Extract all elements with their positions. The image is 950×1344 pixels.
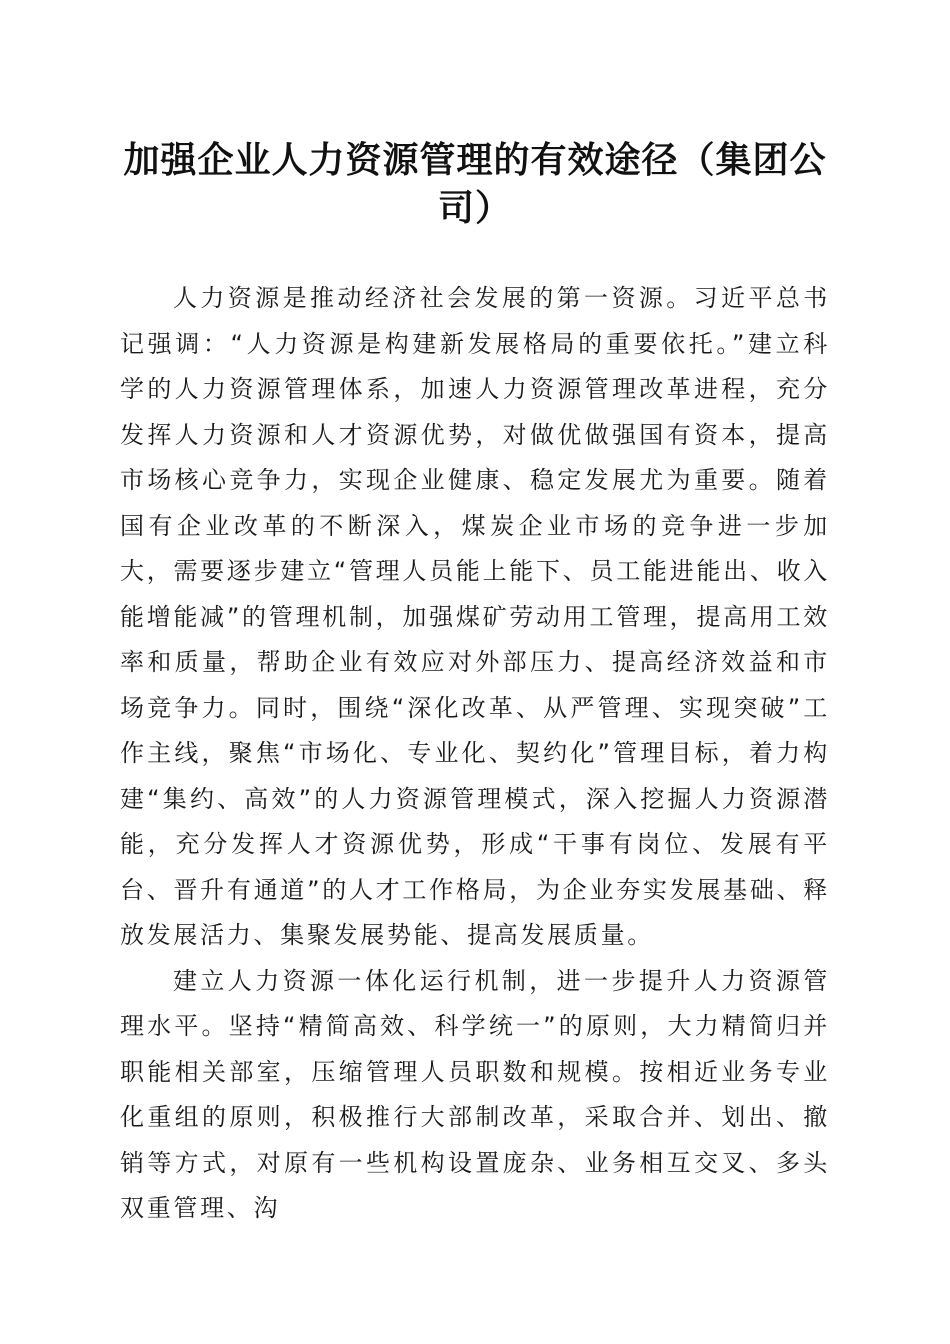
document-body	[120, 276, 830, 1232]
paragraph-2: 建立人力资源一体化运行机制，进一步提升人力资源管理水平。坚持“精简高效、科学统一”的原则，大力精简归并职能相关部室，压缩管理人员职数和规模。按相近业务专业化重组的原则，积极推行大部制改革，采取合并、划出、撤销等方式，对原有一些机构设置庞杂、业务相互交叉、多头双重管理、沟	[120, 966, 830, 1222]
document-title: 加强企业人力资源管理的有效途径（集团公司）	[123, 139, 827, 229]
paragraph-1: 人力资源是推动经济社会发展的第一资源。习近平总书记强调：“人力资源是构建新发展格局的重要依托。”建立科学的人力资源管理体系，加速人力资源管理改革进程，充分发挥人力资源和人才资源优势，对做优做强国有资本，提高市场核心竞争力，实现企业健康、稳定发展尤为重要。随着国有企业改革的不断深入，煤炭企业市场的竞争进一步加大，需要逐步建立“管理人员能上能下、员工能进能出、收入能增能减”的管理机制，加强煤矿劳动用工管理，提高用工效率和质量，帮助企业有效应对外部压力、提高经济效益和市场竞争力。同时，围绕“深化改革、从严管理、实现突破”工作主线，聚焦“市场化、专业化、契约化”管理目标，着力构建“集约、高效”的人力资源管理模式，深入挖掘人力资源潜能，充分发挥人才资源优势，形成“干事有岗位、发展有平台、晋升有通道”的人才工作格局，为企业夯实发展基础、释放发展活力、集聚发展势能、提高发展质量。	[120, 284, 830, 949]
